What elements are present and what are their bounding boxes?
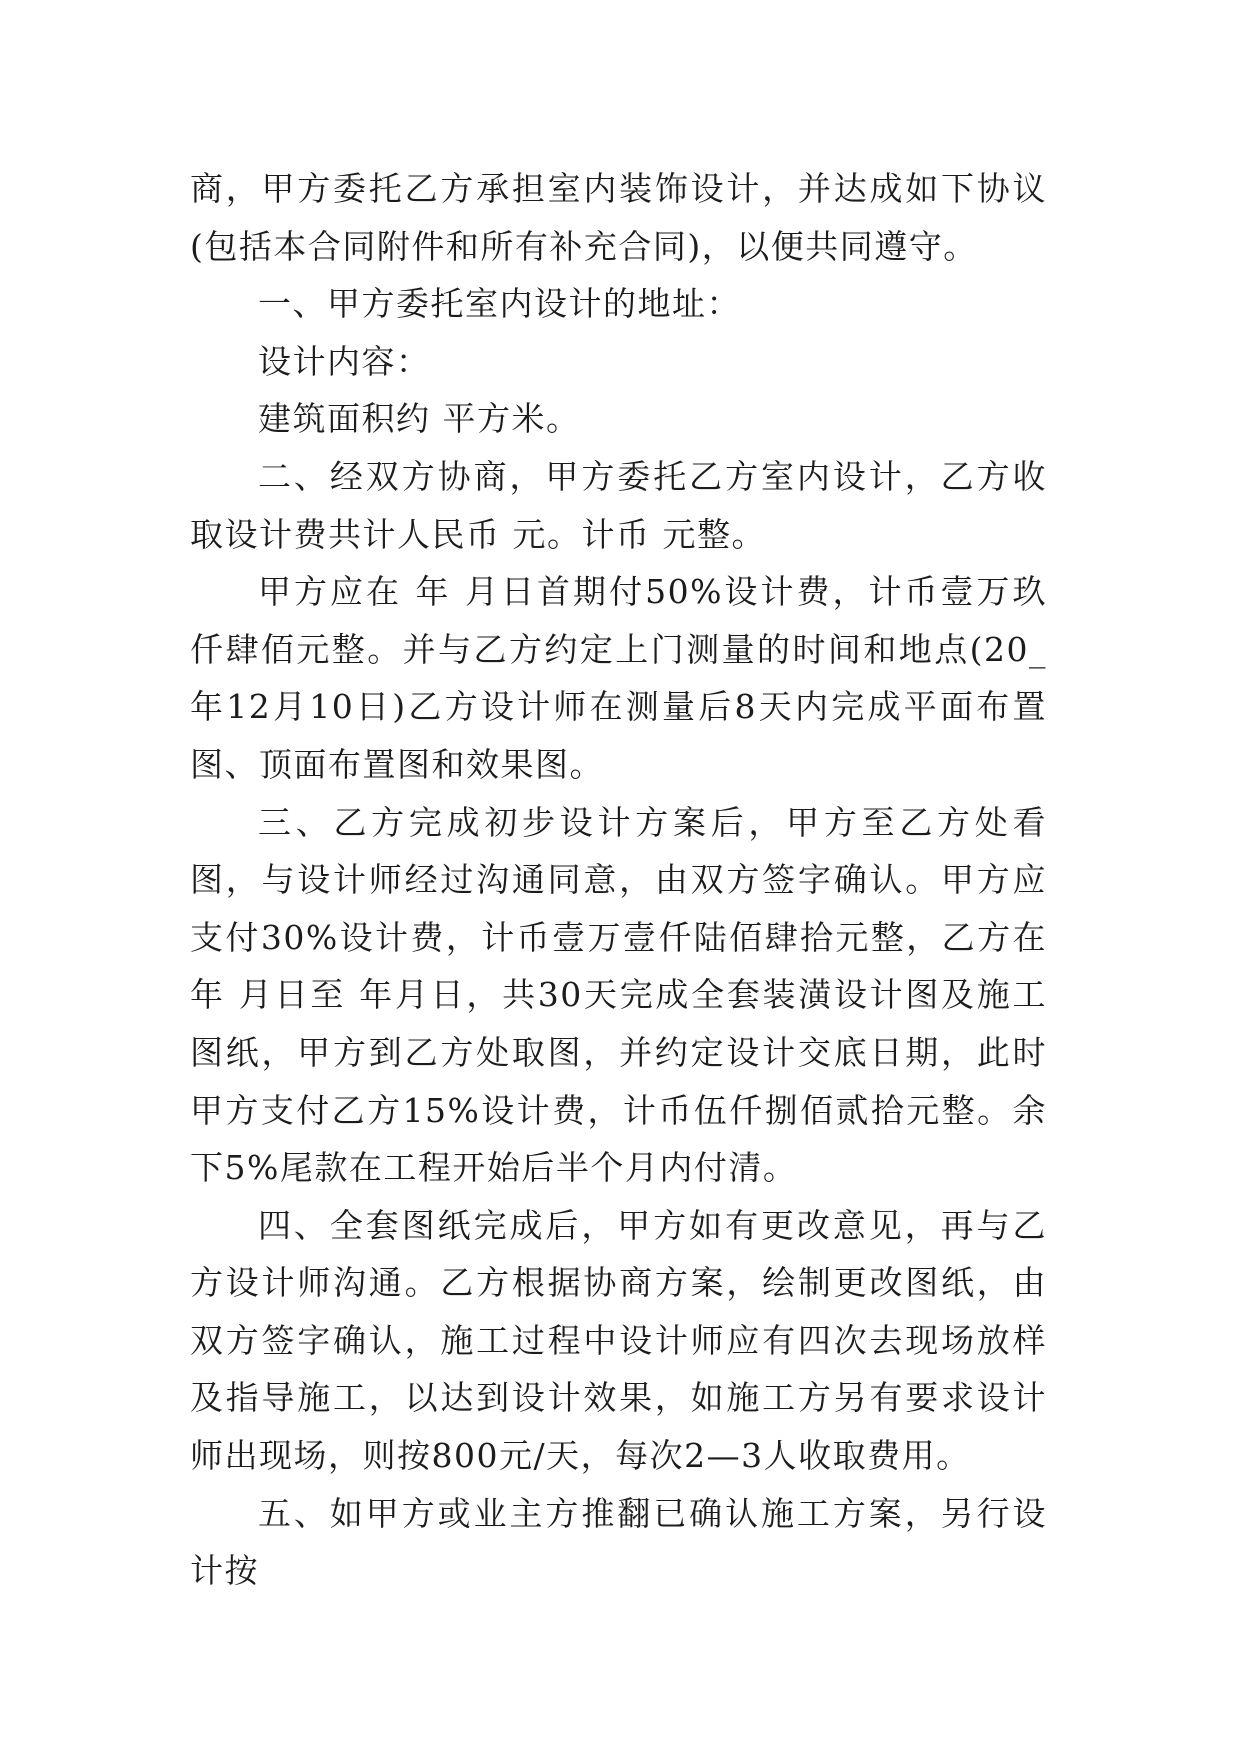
document-body	[190, 160, 1047, 1600]
paragraph-preamble: 商，甲方委托乙方承担室内装饰设计，并达成如下协议(包括本合同附件和所有补充合同)，以便共同遵守。	[190, 169, 1047, 266]
paragraph-clause-4-revisions: 四、全套图纸完成后，甲方如有更改意见，再与乙方设计师沟通。乙方根据协商方案，绘制更改图纸，由双方签字确认，施工过程中设计师应有四次去现场放样及指导施工，以达到设计效果，如施工方另有要求设计师出现场，则按800元/天，每次2—3人收取费用。	[190, 1205, 1047, 1476]
paragraph-first-payment: 甲方应在 年 月日首期付50%设计费，计币壹万玖仟肆佰元整。并与乙方约定上门测量的时间和地点(20_年12月10日)乙方设计师在测量后8天内完成平面布置图、顶面布置图和效果图。	[190, 572, 1047, 784]
paragraph-clause-3-preliminary-design: 三、乙方完成初步设计方案后，甲方至乙方处看图，与设计师经过沟通同意，由双方签字确认。甲方应支付30%设计费，计币壹万壹仟陆佰肆拾元整，乙方在 年 月日至 年月日，共30天完成全套装潢设计图及施工图纸，甲方到乙方处取图，并约定设计交底日期，此时甲方支付乙方15%设计费，计币伍仟捌佰贰拾元整。余下5%尾款在工程开始后半个月内付清。	[190, 802, 1047, 1188]
paragraph-clause-1-address: 一、甲方委托室内设计的地址：	[258, 284, 741, 324]
paragraph-design-content: 设计内容：	[258, 341, 431, 381]
paragraph-clause-2-fee: 二、经双方协商，甲方委托乙方室内设计，乙方收取设计费共计人民币 元。计币 元整。	[190, 456, 1047, 554]
paragraph-clause-5-redesign: 五、如甲方或业主方推翻已确认施工方案，另行设计按	[190, 1493, 1047, 1591]
paragraph-building-area: 建筑面积约 平方米。	[258, 399, 581, 439]
